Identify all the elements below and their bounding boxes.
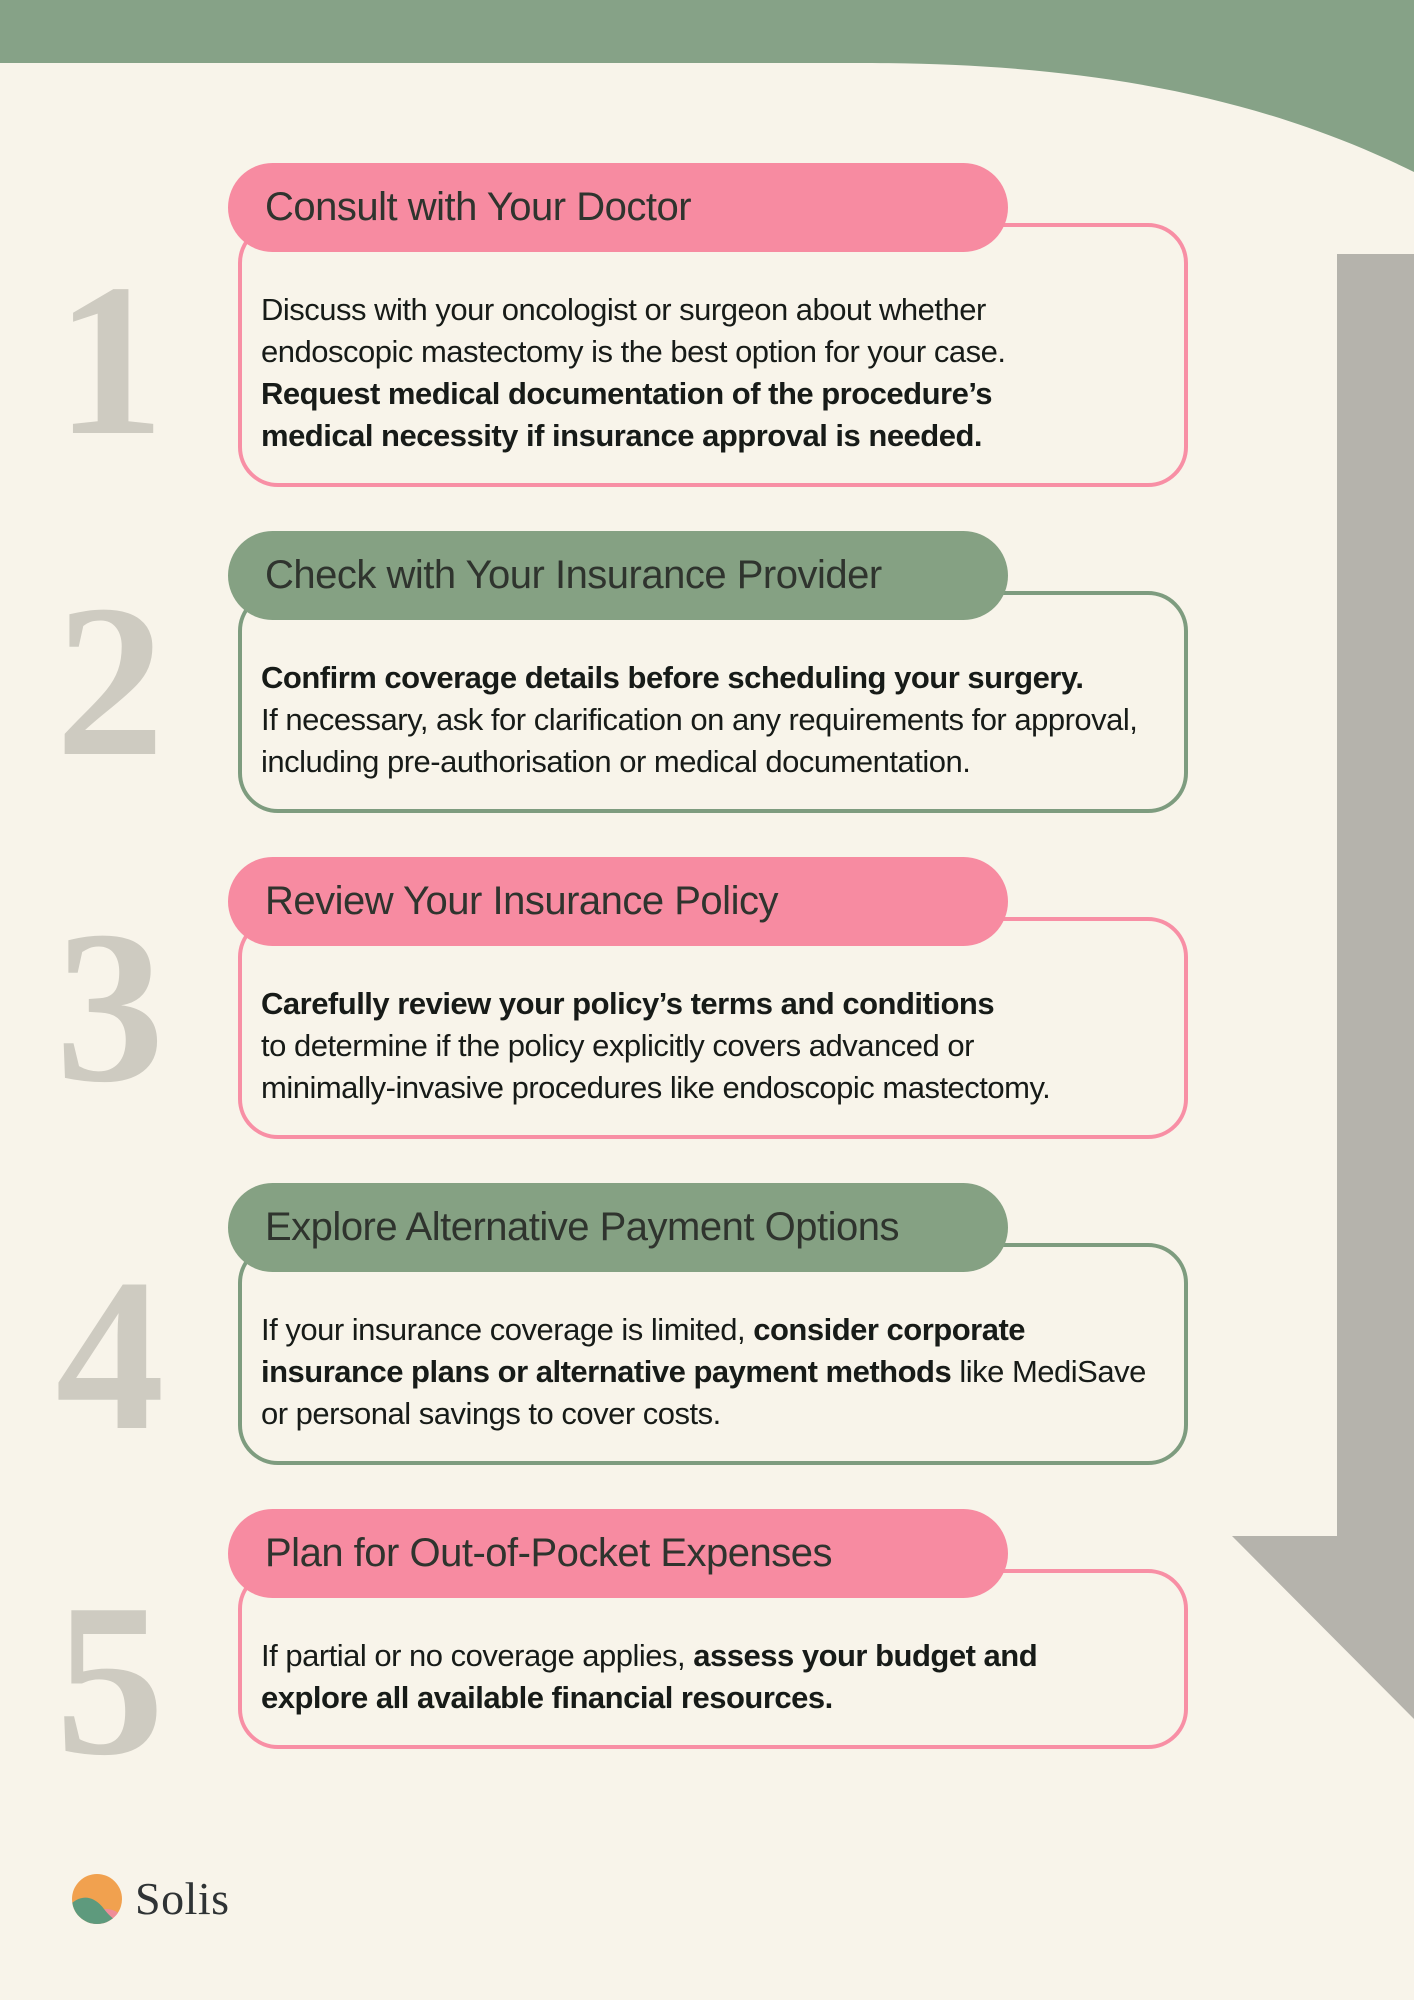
step-text-segment: Request medical documentation of the procedure’s <box>261 376 993 411</box>
step-text <box>261 983 1166 1109</box>
step-text-segment: If necessary, ask for clarification on any requirements for approval, <box>261 702 1138 737</box>
step-text <box>261 289 1166 457</box>
step-number: 2 <box>55 561 165 802</box>
step-number: 1 <box>55 240 165 481</box>
step-title-pill <box>228 1183 1008 1272</box>
step-text-segment: to determine if the policy explicitly covers advanced or <box>261 1028 974 1063</box>
step-title: Plan for Out-of-Pocket Expenses <box>265 1531 832 1575</box>
step-title: Check with Your Insurance Provider <box>265 553 882 597</box>
step-title: Explore Alternative Payment Options <box>265 1205 899 1249</box>
step-number: 3 <box>55 887 165 1128</box>
step-card <box>228 857 1228 1139</box>
step-title-pill <box>228 531 1008 620</box>
step-title-pill <box>228 1509 1008 1598</box>
step-text-segment: consider corporate <box>753 1312 1026 1347</box>
step-card <box>228 531 1228 813</box>
step-title: Review Your Insurance Policy <box>265 879 778 923</box>
brand-logo <box>72 1872 230 1925</box>
sun-hills-icon <box>72 1874 122 1924</box>
step-text <box>261 1635 1166 1719</box>
step-body <box>238 223 1188 487</box>
step-text-segment: insurance plans or alternative payment methods <box>261 1354 952 1389</box>
step-number: 4 <box>55 1235 165 1476</box>
step-text <box>261 657 1166 783</box>
step-number: 5 <box>55 1560 165 1801</box>
step-body <box>238 1243 1188 1465</box>
step-list <box>228 163 1228 1793</box>
step-text <box>261 1309 1166 1435</box>
step-text-segment: Confirm coverage details before scheduling your surgery. <box>261 660 1084 695</box>
step-text-segment: Discuss with your oncologist or surgeon about whether <box>261 292 986 327</box>
step-title: Consult with Your Doctor <box>265 185 692 229</box>
step-text-segment: medical necessity if insurance approval is needed. <box>261 418 983 453</box>
step-body <box>238 917 1188 1139</box>
step-card <box>228 1183 1228 1465</box>
step-text-segment: If partial or no coverage applies, <box>261 1638 694 1673</box>
step-card <box>228 163 1228 487</box>
step-text-segment: Carefully review your policy’s terms and conditions <box>261 986 995 1021</box>
step-title-pill <box>228 163 1008 252</box>
step-card <box>228 1509 1228 1749</box>
brand-name: Solis <box>135 1873 230 1924</box>
step-text-segment: endoscopic mastectomy is the best option for your case. <box>261 334 1006 369</box>
step-text-segment: minimally-invasive procedures like endoscopic mastectomy. <box>261 1070 1051 1105</box>
step-title-pill <box>228 857 1008 946</box>
step-body <box>238 591 1188 813</box>
step-text-segment: including pre-authorisation or medical documentation. <box>261 744 971 779</box>
step-text-segment: assess your budget and <box>693 1638 1038 1673</box>
step-text-segment: explore all available financial resources. <box>261 1680 833 1715</box>
step-text-segment: If your insurance coverage is limited, <box>261 1312 754 1347</box>
step-text-segment: like MediSave <box>951 1354 1146 1389</box>
step-text-segment: or personal savings to cover costs. <box>261 1396 721 1431</box>
